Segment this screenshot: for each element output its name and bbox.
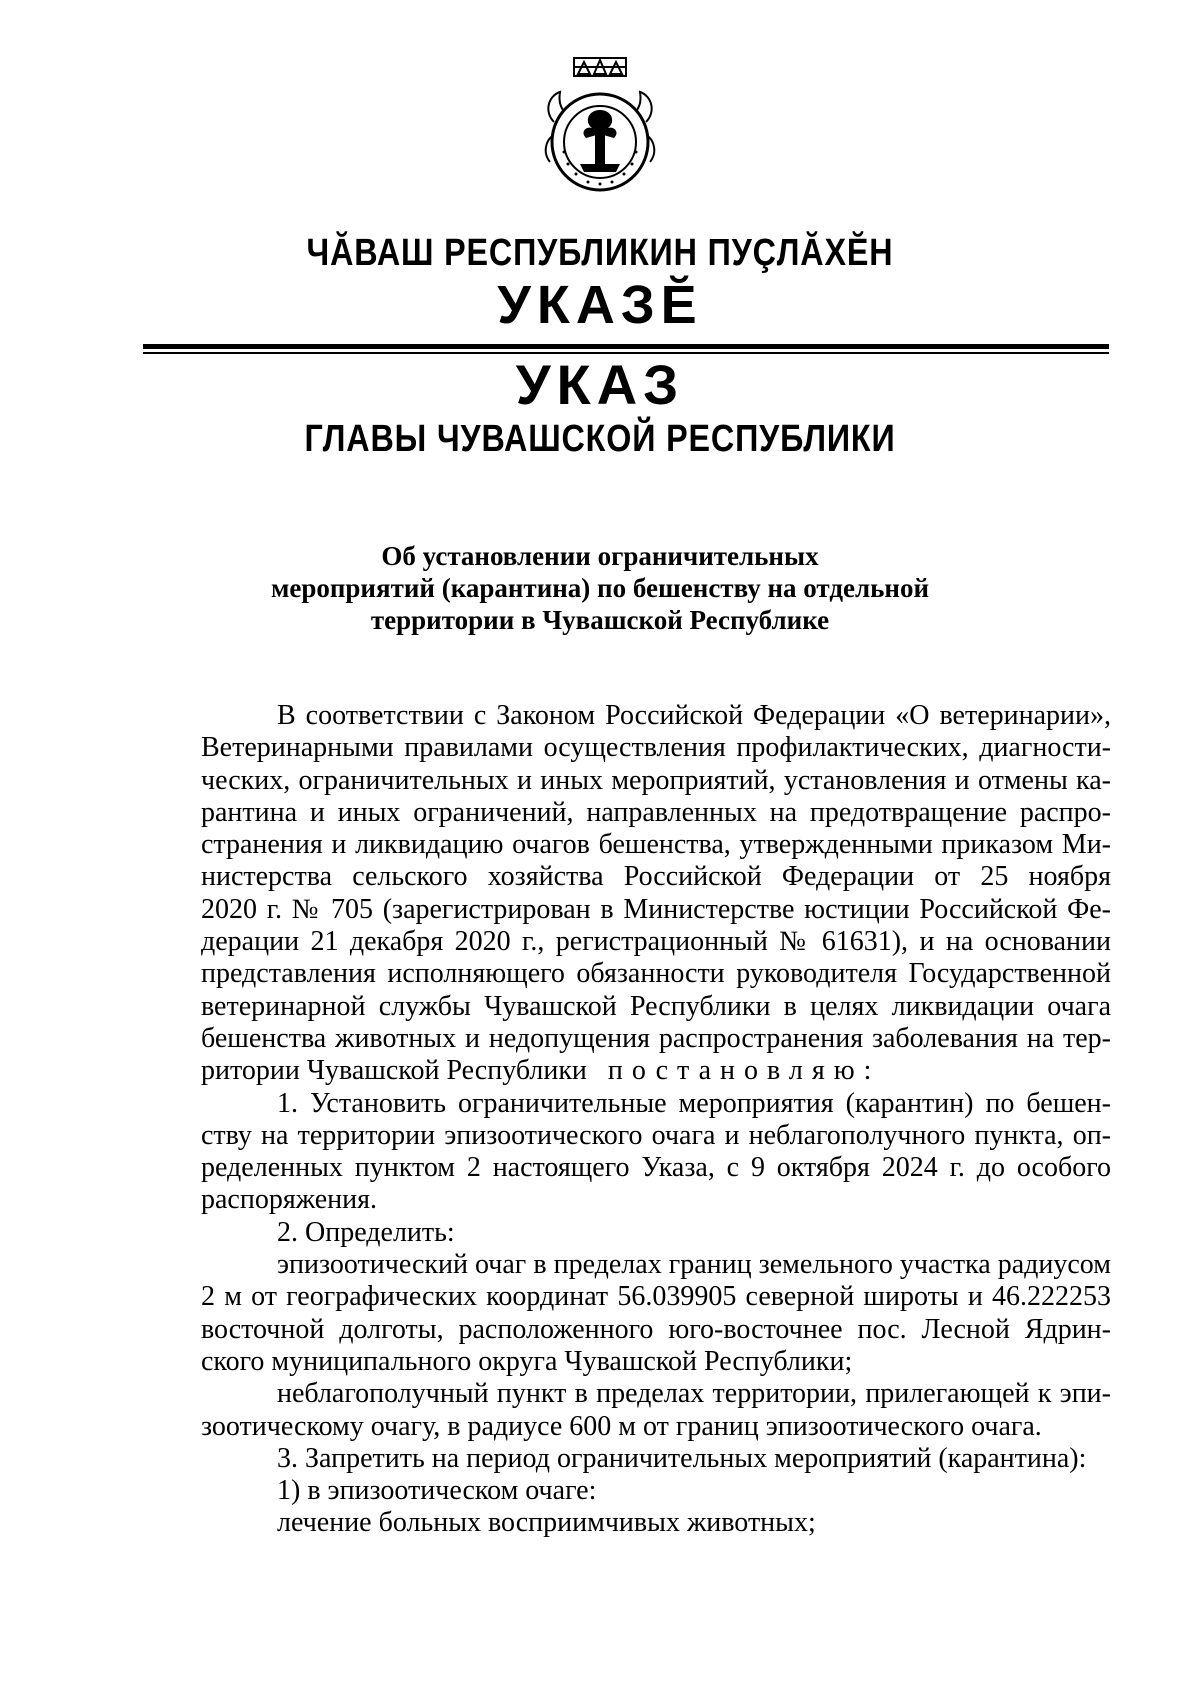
- body-line: 1) в эпизоотическом очаге:: [277, 1475, 597, 1507]
- body-line: В соответствии с Законом Российской Федерации «О ветеринарии»,: [277, 700, 1111, 731]
- russian-decree-heading: УКАЗ: [515, 353, 685, 416]
- body-line: Ветеринарными правилами осуществления профилактических, диагности-: [201, 732, 1111, 764]
- body-line: ветеринарной службы Чувашской Республики в целях ликвидации очага: [201, 990, 1111, 1022]
- decree-word: постановляю:: [607, 1055, 881, 1087]
- body-line-decree: [201, 1055, 1111, 1087]
- decree-body: [201, 700, 1111, 1540]
- body-line: восточной долготы, расположенного юго-восточнее пос. Лесной Ядрин-: [201, 1313, 1111, 1345]
- body-line: ритории Чувашской Республики: [201, 1055, 587, 1087]
- body-line: эпизоотический очаг в пределах границ земельного участка радиусом: [277, 1249, 1111, 1281]
- body-line: 2. Определить:: [277, 1216, 455, 1248]
- body-line: 1. Установить ограничительные мероприятия (карантин) по бешен-: [277, 1087, 1111, 1119]
- crown-icon: [574, 58, 626, 76]
- russian-authority-title: ГЛАВЫ ЧУВАШСКОЙ РЕСПУБЛИКИ: [304, 418, 896, 460]
- body-line: 3. Запретить на период ограничительных мероприятий (карантина):: [277, 1442, 1087, 1474]
- chuvash-authority-title: ЧĂВАШ РЕСПУБЛИКИН ПУÇЛĂХĔН: [306, 232, 894, 274]
- body-line: лечение больных восприимчивых животных;: [277, 1507, 816, 1539]
- body-line: странения и ликвидацию очагов бешенства, утвержденными приказом Ми-: [201, 829, 1111, 861]
- subject-line: Об установлении ограничительных: [381, 541, 819, 571]
- body-line: 2 м от географических координат 56.039905 северной широты и 46.222253: [201, 1281, 1111, 1313]
- body-line: ческих, ограничительных и иных мероприятий, установления и отмены ка-: [201, 764, 1111, 796]
- body-line: нистерства сельского хозяйства Российской Федерации от 25 ноября: [201, 861, 1111, 893]
- decree-subject: [240, 540, 960, 636]
- header-divider-thick: [143, 344, 1109, 349]
- body-line: 2020 г. № 705 (зарегистрирован в Министерстве юстиции Российской Фе-: [201, 893, 1111, 925]
- subject-line: территории в Чувашской Республике: [370, 605, 830, 635]
- body-line: рантина и иных ограничений, направленных на предотвращение распро-: [201, 796, 1111, 828]
- body-line: распоряжения.: [201, 1184, 377, 1216]
- body-line: дерации 21 декабря 2020 г., регистрационный № 61631), и на основании: [201, 926, 1111, 958]
- coat-of-arms-icon: [540, 52, 660, 204]
- chuvash-decree-heading: УКАЗĔ: [497, 275, 703, 335]
- body-line: ству на территории эпизоотического очага и неблагополучного пункта, оп-: [201, 1119, 1111, 1151]
- body-line: зоотическому очагу, в радиусе 600 м от границ эпизоотического очага.: [201, 1410, 1042, 1442]
- body-line: ского муниципального округа Чувашской Республики;: [201, 1345, 853, 1377]
- subject-line: мероприятий (карантина) по бешенству на отдельной: [270, 573, 930, 603]
- body-line: неблагополучный пункт в пределах территории, прилегающей к эпи-: [277, 1378, 1111, 1410]
- body-line: бешенства животных и недопущения распространения заболевания на тер-: [201, 1022, 1111, 1054]
- body-line: представления исполняющего обязанности руководителя Государственной: [201, 958, 1111, 990]
- body-line: ределенных пунктом 2 настоящего Указа, с 9 октября 2024 г. до особого: [201, 1152, 1111, 1184]
